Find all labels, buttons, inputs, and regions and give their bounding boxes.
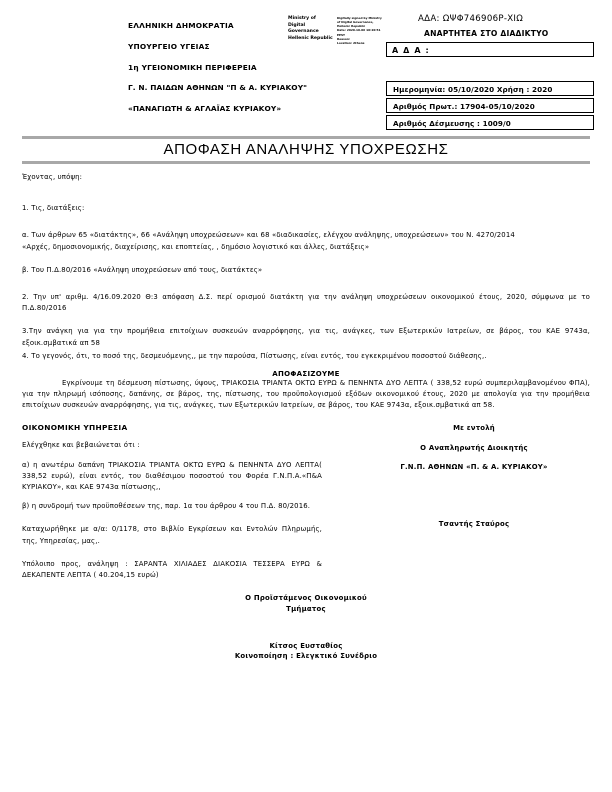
financial-point-b: β) η συνδρομή των προϋποθέσεων της, παρ. 1α του άρθρου 4 του Π.Δ. 80/2016.: [22, 502, 311, 511]
signature-detail-line: Date: 2020.10.06 10:20:51: [337, 28, 381, 33]
protocol-number-text: Αριθμός Πρωτ.: 17904-05/10/2020: [393, 102, 535, 111]
ada-field-label: Α Δ Α :: [392, 45, 430, 55]
signature-detail-line: Digitally signed by Ministry: [337, 16, 382, 20]
financial-point-a: α) η ανωτέρω δαπάνη ΤΡΙΑΚΟΣΙΑ ΤΡΙΑΝΤΑ ΟΚΤΩ ΕΥΡΩ & ΠΕΝΗΝΤΑ ΔΥΟ ΛΕΠΤΑ( 338,52 ευρώ), είναι εντός, του διαθέσιμου ποσοστού του Φορέα Γ.Ν.Π.Α.«Π&Α ΚΥΡΙΑΚΟΥ», και ΚΑΕ 9743α πίστωσης,,: [22, 460, 322, 491]
authorization-signer: Τσαντής Σταύρος: [438, 519, 510, 528]
signature-detail-line: EEST: [337, 32, 346, 37]
preamble-text: Έχοντας, υπόψη:: [22, 173, 83, 181]
signature-detail-line: Reason:: [337, 36, 351, 41]
authorization-role: Ο Αναπληρωτής Διοικητής: [420, 443, 528, 452]
page-title: ΑΠΟΦΑΣΗ ΑΝΑΛΗΨΗΣ ΥΠΟΧΡΕΩΣΗΣ: [163, 141, 449, 158]
signature-authority-line: Governance: [288, 29, 319, 35]
footer-signer: Κίτσος Ευσταθίος: [269, 641, 343, 650]
signature-authority-line: Hellenic Republic: [288, 35, 333, 41]
item1a-line1: α. Των άρθρων 65 «διατάκτης», 66 «Ανάληψη υποχρεώσεων» και 68 «διαδικασίες, ελέγχου ανάληψης, υποχρεώσεων» του Ν. 4270/2014: [22, 231, 515, 240]
remaining-balance-text: Υπόλοιπο προς, ανάληψη : ΣΑΡΑΝΤΑ ΧΙΛΙΑΔΕΣ ΔΙΑΚΟΣΙΑ ΤΕΣΣΕΡΑ ΕΥΡΩ & ΔΕΚΑΠΕΝΤΕ ΛΕΠΤΑ ( 40.204,15 ευρώ): [22, 559, 322, 579]
footer-role-line1: Ο Προϊστάμενος Οικονομικού: [245, 594, 367, 603]
title-rule-bottom: [22, 161, 590, 164]
authorization-by-order: Με εντολή: [453, 424, 495, 433]
commitment-number-text: Αριθμός Δέσμευσης : 1009/0: [393, 119, 511, 128]
item1-heading: 1. Τις, διατάξεις:: [22, 204, 85, 213]
footer-distribution: Κοινοποίηση : Ελεγκτικό Συνέδριο: [234, 652, 378, 661]
ada-field-box: [386, 42, 594, 57]
decision-heading: ΑΠΟΦΑΣΙΖΟΥΜΕ: [272, 369, 340, 378]
org-line-republic: ΕΛΛΗΝΙΚΗ ΔΗΜΟΚΡΑΤΙΑ: [128, 21, 234, 30]
item1a-line2: «Αρχές, δημοσιονομικής, διαχείρισης, και εποπτείας, , δημόσιο λογιστικό και άλλες, διατάξεις»: [22, 242, 370, 251]
org-line-hospital-full-name: «ΠΑΝΑΓΙΩΤΗ & ΑΓΛΑΪΑΣ ΚΥΡΙΑΚΟΥ»: [128, 104, 282, 114]
signature-details: [337, 16, 383, 45]
commitment-number-box: [386, 115, 594, 130]
authorization-entity: Γ.Ν.Π. ΑΘΗΝΩΝ «Π. & Α. ΚΥΡΙΑΚΟΥ»: [400, 463, 548, 472]
signature-columns: [22, 423, 590, 581]
document-header: [0, 0, 612, 132]
digital-signature-stamp: [288, 16, 384, 45]
signature-authority-line: Ministry of Digital: [288, 16, 316, 28]
authorization-block: [358, 423, 590, 537]
date-box-text: Ημερομηνία: 05/10/2020 Χρήση : 2020: [393, 85, 553, 94]
signature-detail-line: Location: Athens: [337, 40, 365, 45]
title-rule-top: [22, 136, 590, 139]
footer-role-line2: Τμήματος: [286, 604, 326, 613]
signature-detail-line: of Digital Governance,: [337, 20, 374, 25]
decision-body-text: Εγκρίνουμε τη δέσμευση πίστωσης, ύψους, ΤΡΙΑΚΟΣΙΑ ΤΡΙΑΝΤΑ ΟΚΤΩ ΕΥΡΩ & ΠΕΝΗΝΤΑ ΔΥΟ ΛΕΠΤΑ ( 338,52 ευρώ συμπεριλαμβανομένου ΦΠΑ), για την πληρωμή ισόποσης, δαπάνης, σε βάρος, της, πίστωσης, του προϋπολογισμού εξόδων οικονομικού έτους, 2020 με απολογία για την προμήθεια επιτοίχιων συσκευών αναρρόφησης, για τις, ανάγκες, των Εξωτερικών Ιατρείων, σε βάρος, του ΚΑΕ 9743α, εξοικ.σμβατικά απ 58.: [22, 378, 590, 410]
date-box: [386, 81, 594, 96]
registration-text: Καταχωρήθηκε με α/α: 0/1178, στο Βιβλίο Εγκρίσεων και Εντολών Πληρωμής, της, Υπηρεσίας, μας,.: [22, 525, 322, 545]
financial-service-intro: Ελέγχθηκε και βεβαιώνεται ότι :: [22, 441, 140, 450]
document-body: [22, 172, 590, 662]
item4-text: 4. Το γεγονός, ότι, το ποσό της, δεσμευόμενης,, με την παρούσα, Πίστωσης, είναι εντός, του εγκεκριμένου ποσοστού διάθεσης,.: [22, 351, 487, 360]
financial-service-heading: ΟΙΚΟΝΟΜΙΚΗ ΥΠΗΡΕΣΙΑ: [22, 423, 128, 433]
item3-text: 3.Την ανάγκη για για την προμήθεια επιτοίχιων συσκευών αναρρόφησης, για τις, ανάγκες, των Εξωτερικών Ιατρείων, σε βάρος, του ΚΑΕ 9743α, εξοικ.σμβατικά απ 58: [22, 327, 590, 347]
issuing-organization: [128, 22, 308, 126]
org-line-ministry: ΥΠΟΥΡΓΕΙΟ ΥΓΕΙΑΣ: [128, 41, 210, 51]
org-line-health-region: 1η ΥΓΕΙΟΝΟΜΙΚΗ ΠΕΡΙΦΕΡΕΙΑ: [128, 62, 257, 72]
signature-authority: [288, 16, 334, 45]
org-line-hospital: Γ. Ν. ΠΑΙΔΩΝ ΑΘΗΝΩΝ "Π & Α. ΚΥΡΙΑΚΟΥ": [128, 83, 308, 93]
protocol-number-box: [386, 98, 594, 113]
publication-notice: ΑΝΑΡΤΗΤΕΑ ΣΤΟ ΔΙΑΔΙΚΤΥΟ: [424, 29, 549, 38]
financial-service-block: [22, 423, 322, 581]
signature-detail-line: Hellenic Republic: [337, 24, 366, 29]
item2-text: 2. Την υπ' αριθμ. 4/16.09.2020 Θ:3 απόφαση Δ.Σ. περί ορισμού διατάκτη για την ανάληψη υποχρεώσεων οικονομικού έτους, 2020, σύμφωνα με το Π.Δ.80/2016: [22, 292, 590, 313]
ada-code: ΑΔΑ: ΩΨΦ746906Ρ-ΧΙΩ: [418, 14, 524, 24]
item1b-text: β. Του Π.Δ.80/2016 «Ανάληψη υποχρεώσεων από τους, διατάκτες»: [22, 265, 263, 274]
